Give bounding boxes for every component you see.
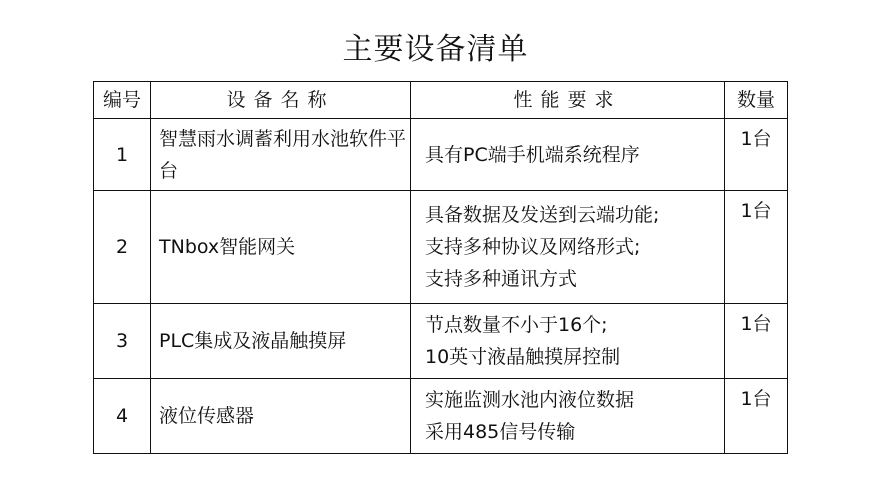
row-number: 1 (94, 119, 151, 191)
table-header-row (94, 82, 788, 119)
page-title: 主要设备清单 (342, 32, 529, 67)
requirement-line: 具有PC端手机端系统程序 (425, 143, 640, 166)
quantity: 1台 (725, 304, 788, 379)
requirement-line: 实施监测水池内液位数据 (425, 389, 635, 411)
header-name: 设备名称 (151, 82, 411, 119)
row-number: 4 (94, 379, 151, 454)
quantity: 1台 (725, 119, 788, 191)
quantity: 1台 (725, 191, 788, 304)
table-row (94, 119, 788, 191)
requirement-line: 10英寸液晶触摸屏控制 (425, 346, 621, 368)
table-row (94, 379, 788, 454)
table-row (94, 304, 788, 379)
quantity: 1台 (725, 379, 788, 454)
device-name: 液位传感器 (151, 379, 411, 454)
requirements (411, 379, 725, 454)
requirements (411, 191, 725, 304)
equipment-table (93, 81, 788, 454)
requirements (411, 304, 725, 379)
row-number: 2 (94, 191, 151, 304)
requirement-line: 支持多种协议及网络形式; (425, 236, 641, 258)
requirement-line: 具备数据及发送到云端功能; (425, 204, 660, 226)
row-number: 3 (94, 304, 151, 379)
table-row (94, 191, 788, 304)
device-name: TNbox智能网关 (151, 191, 411, 304)
requirements (411, 119, 725, 191)
device-name: PLC集成及液晶触摸屏 (151, 304, 411, 379)
header-no: 编号 (94, 82, 151, 119)
requirement-line: 支持多种通讯方式 (425, 268, 578, 290)
header-quantity: 数量 (725, 82, 788, 119)
header-requirements: 性能要求 (411, 82, 725, 119)
requirement-line: 采用485信号传输 (425, 421, 576, 443)
requirement-line: 节点数量不小于16个; (425, 314, 608, 336)
device-name: 智慧雨水调蓄利用水池软件平台 (151, 119, 411, 191)
